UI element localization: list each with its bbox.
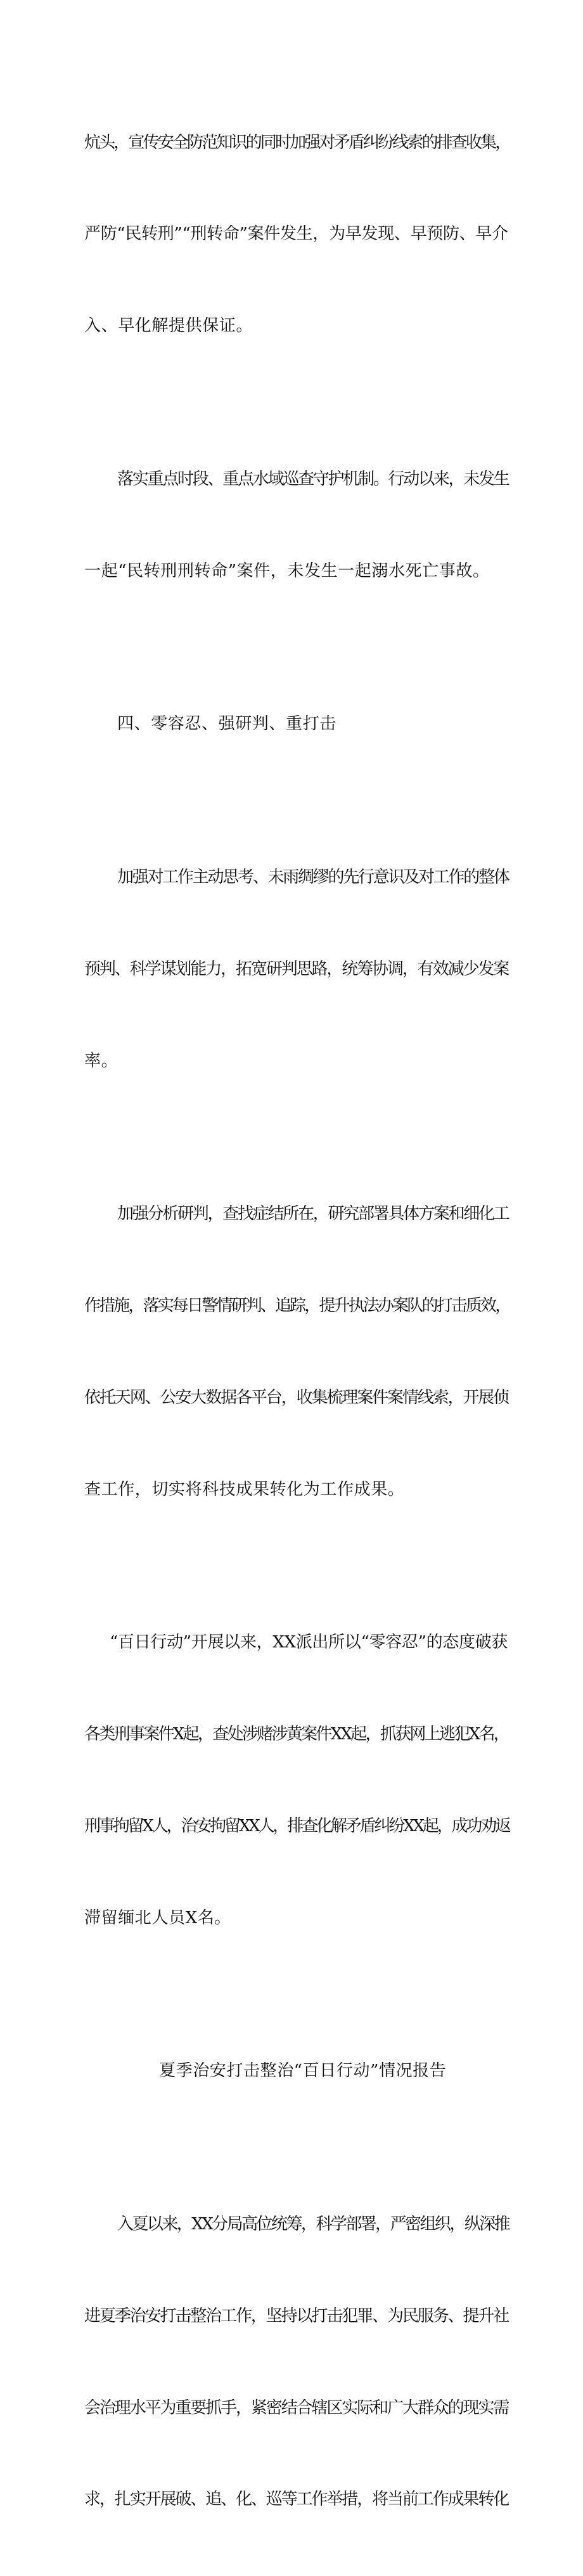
text-line: 预判、科学谋划能力，拓宽研判思路，统筹协调，有效减少发案 bbox=[84, 959, 509, 979]
text-line: 滞留缅北人员X名。 bbox=[84, 1908, 231, 1928]
paragraph-patrol bbox=[84, 402, 509, 647]
paragraph-proactive bbox=[84, 801, 509, 1137]
text-line: “百日行动”开展以来，XX派出所以“零容忍”的态度破获 bbox=[110, 1633, 508, 1652]
text-line: 各类刑事案件X起，查处涉赌涉黄案件XX起，抓获网上逃犯X名， bbox=[84, 1725, 509, 1744]
text-line: 依托天网、公安大数据各平台，收集梳理案件案情线索，开展侦 bbox=[84, 1388, 509, 1407]
text-line: 作措施，落实每日警情研判、追踪，提升执法办案队的打击质效， bbox=[84, 1296, 510, 1315]
text-line: 进夏季治安打击整治工作，坚持以打击犯罪、为民服务、提升社 bbox=[84, 2306, 509, 2326]
text-line: 四、零容忍、强研判、重打击 bbox=[117, 714, 336, 734]
document-page bbox=[84, 66, 509, 2576]
text-line: 求，扎实开展破、追、化、巡等工作举措，将当前工作成果转化 bbox=[84, 2490, 509, 2509]
paragraph-summer bbox=[84, 2148, 509, 2576]
text-line: 会治理水平为重要抓手，紧密结合辖区实际和广大群众的现实需 bbox=[84, 2398, 509, 2418]
text-line: 查工作，切实将科技成果转化为工作成果。 bbox=[84, 1479, 405, 1499]
paragraph-continuation bbox=[84, 66, 509, 402]
paragraph-analysis bbox=[84, 1137, 509, 1566]
section-heading bbox=[84, 648, 509, 801]
text-line: 炕头，宣传安全防范知识的同时加强对矛盾纠纷线索的排查收集， bbox=[84, 132, 510, 152]
text-line: 率。 bbox=[84, 1051, 119, 1071]
paragraph-results bbox=[84, 1566, 509, 1995]
document-title bbox=[84, 1995, 509, 2148]
text-line: 加强对工作主动思考、未雨绸缪的先行意识及对工作的整体 bbox=[117, 867, 509, 887]
text-line: 入夏以来，XX分局高位统筹，科学部署，严密组织，纵深推 bbox=[117, 2214, 509, 2234]
text-line: 刑事拘留X人，治安拘留XX人，排查化解矛盾纠纷XX起，成功劝返 bbox=[84, 1816, 509, 1836]
text-line: 加强分析研判，查找症结所在，研究部署具体方案和细化工 bbox=[117, 1204, 509, 1223]
text-line: 一起“民转刑刑转命”案件，未发生一起溺水死亡事故。 bbox=[84, 561, 490, 581]
text-line: 严防“民转刑”“刑转命”案件发生，为早发现、早预防、早介 bbox=[84, 224, 508, 244]
text-line: 入、早化解提供保证。 bbox=[84, 316, 253, 336]
text-line: 落实重点时段、重点水域巡查守护机制。行动以来，未发生 bbox=[117, 469, 509, 489]
text-line: 夏季治安打击整治“百日行动”情况报告 bbox=[159, 2061, 447, 2081]
